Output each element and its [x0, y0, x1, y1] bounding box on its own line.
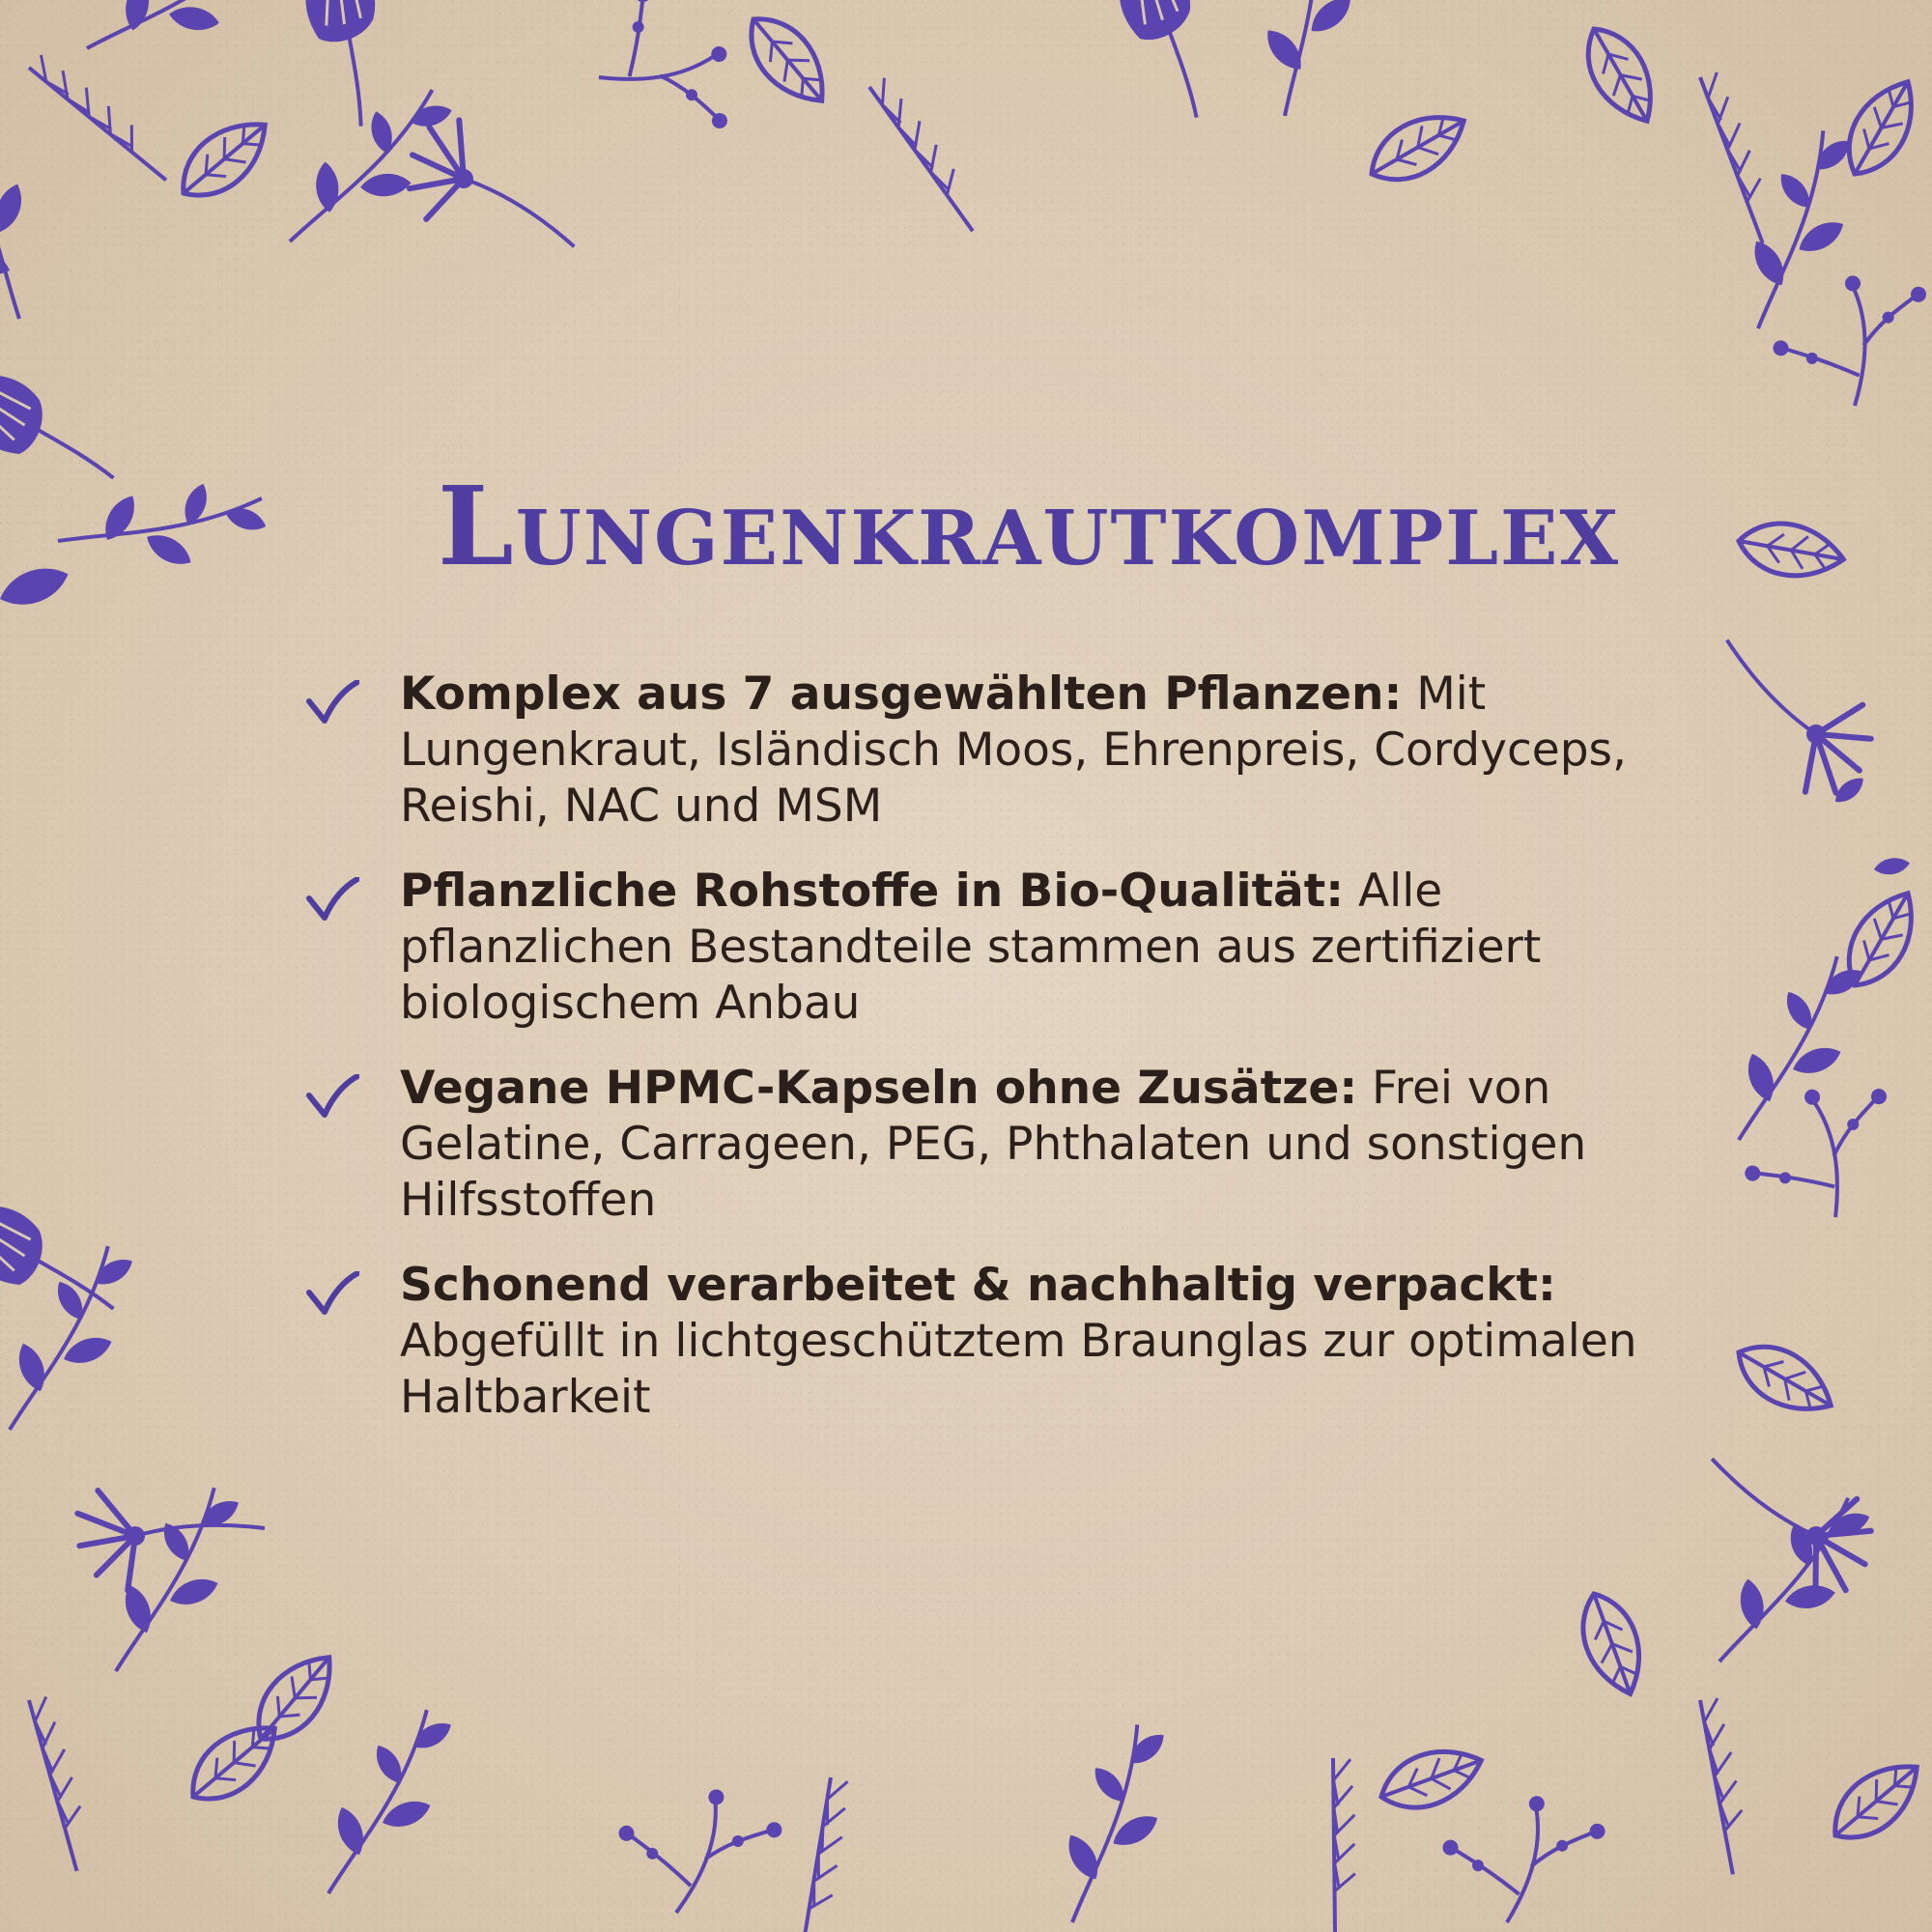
check-icon: [305, 1271, 359, 1318]
feature-description: Alle pflanzlichen Bestandteile stammen aus zertifiziert biologischem Anbau: [400, 865, 1542, 1030]
feature-heading: Komplex aus 7 ausgewählten Pflanzen:: [400, 668, 1403, 721]
page-title: Lungenkrautkomplex: [437, 464, 1621, 590]
check-icon: [305, 680, 359, 726]
feature-item: [299, 667, 1652, 835]
feature-item: [299, 1061, 1652, 1229]
feature-description: Abgefüllt in lichtgeschütztem Braunglas zur optimalen Haltbarkeit: [400, 1315, 1637, 1424]
check-icon: [305, 877, 359, 923]
feature-item: [299, 1258, 1652, 1426]
feature-heading: Vegane HPMC-Kapseln ohne Zusätze:: [400, 1062, 1358, 1115]
check-icon: [305, 1074, 359, 1121]
feature-heading: Schonend verarbeitet & nachhaltig verpackt:: [400, 1259, 1556, 1312]
feature-heading: Pflanzliche Rohstoffe in Bio-Qualität:: [400, 865, 1345, 918]
feature-description: Mit Lungenkraut, Isländisch Moos, Ehrenpreis, Cordyceps, Reishi, NAC und MSM: [400, 668, 1627, 833]
feature-item: [299, 864, 1652, 1032]
feature-description: Frei von Gelatine, Carrageen, PEG, Phthalaten und sonstigen Hilfsstoffen: [400, 1062, 1587, 1227]
feature-list: [299, 667, 1652, 1455]
